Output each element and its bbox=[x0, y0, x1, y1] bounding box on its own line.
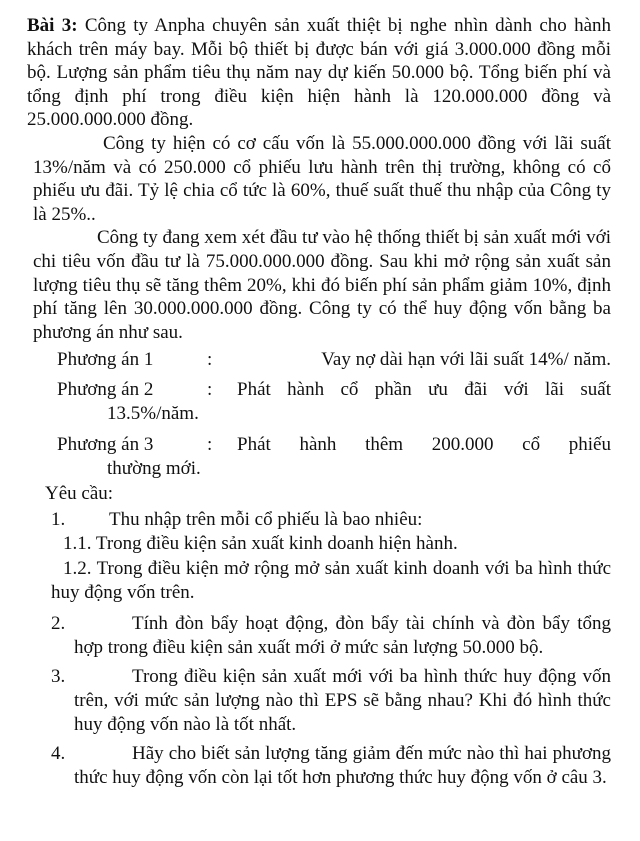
option-desc: Vay nợ dài hạn với lãi suất 14%/ năm. bbox=[321, 349, 611, 371]
problem-title: Bài 3: bbox=[27, 15, 78, 36]
option-2 bbox=[27, 378, 611, 425]
document-page bbox=[27, 14, 611, 789]
question-3 bbox=[51, 665, 611, 736]
sub-question-1-1: 1.1. Trong điều kiện sản xuất kinh doanh hiện hành. bbox=[63, 533, 458, 555]
option-colon: : bbox=[207, 378, 213, 400]
problem-intro bbox=[27, 14, 611, 132]
question-number: 1. bbox=[51, 508, 66, 530]
question-text: Thu nhập trên mỗi cổ phiếu là bao nhiêu: bbox=[109, 508, 423, 530]
question-2 bbox=[51, 612, 611, 659]
question-text: Hãy cho biết sản lượng tăng giảm đến mức nào thì hai phương thức huy động vốn còn lại tốt hơn phương thức huy động vốn ở câu 3. bbox=[74, 743, 611, 788]
intro-text: Công ty Anpha chuyên sản xuất thiệt bị nghe nhìn dành cho hành khách trên máy bay. Mỗi bộ thiết bị được bán với giá 3.000.000 đồng mỗi bộ. Lượng sản phẩm tiêu thụ năm nay dự kiến 50.000 bộ. Tổng biến phí và tổng định phí trong điều kiện hiện hành là 120.000.000 đồng và 25.000.000.000 đồng. bbox=[27, 15, 611, 131]
sub-question-1-2: 1.2. Trong điều kiện mở rộng mở sản xuất kinh doanh với ba hình thức huy động vốn trên. bbox=[51, 558, 611, 603]
option-name: Phương án 2 bbox=[57, 378, 154, 400]
question-text: Trong điều kiện sản xuất mới với ba hình thức huy động vốn trên, với mức sản lượng nào thì EPS sẽ bằng nhau? Khi đó hình thức huy động vốn nào là tốt nhất. bbox=[74, 666, 611, 735]
option-continuation: thường mới. bbox=[107, 457, 201, 479]
question-number: 4. bbox=[51, 743, 66, 765]
capital-paragraph: Công ty hiện có cơ cấu vốn là 55.000.000.000 đồng với lãi suất 13%/năm và có 250.000 cổ phiếu lưu hành trên thị trường, không có cổ phiếu ưu đãi. Tỷ lệ chia cổ tức là 60%, thuế suất thuế thu nhập của Công ty là 25%.. bbox=[33, 132, 611, 225]
question-number: 3. bbox=[51, 666, 66, 688]
option-colon: : bbox=[207, 349, 213, 371]
option-desc: Phát hành cổ phần ưu đãi với lãi suất bbox=[237, 378, 611, 400]
requirements-label: Yêu cầu: bbox=[45, 483, 114, 505]
option-3 bbox=[27, 433, 611, 480]
question-4 bbox=[51, 742, 611, 789]
question-text: Tính đòn bẩy hoạt động, đòn bẩy tài chính và đòn bẩy tổng hợp trong điều kiện sản xuất mới ở mức sản lượng 50.000 bộ. bbox=[74, 613, 611, 658]
option-1 bbox=[27, 348, 611, 372]
options-list bbox=[27, 348, 611, 480]
option-name: Phương án 1 bbox=[57, 349, 154, 371]
option-continuation: 13.5%/năm. bbox=[107, 402, 199, 424]
question-number: 2. bbox=[51, 613, 66, 635]
option-colon: : bbox=[207, 434, 213, 456]
option-desc: Phát hành thêm 200.000 cổ phiếu bbox=[237, 434, 611, 456]
question-1 bbox=[51, 508, 611, 532]
option-name: Phương án 3 bbox=[57, 434, 154, 456]
questions-list bbox=[27, 508, 611, 790]
investment-paragraph: Công ty đang xem xét đầu tư vào hệ thống thiết bị sản xuất mới với chi tiêu vốn đầu tư là 75.000.000.000 đồng. Sau khi mở rộng sản xuất sản lượng tiêu thụ sẽ tăng thêm 20%, khi đó biến phí sản phẩm giảm 10%, định phí tăng lên 30.000.000.000 đồng. Công ty có thể huy động vốn bằng ba phương án như sau. bbox=[33, 227, 611, 343]
